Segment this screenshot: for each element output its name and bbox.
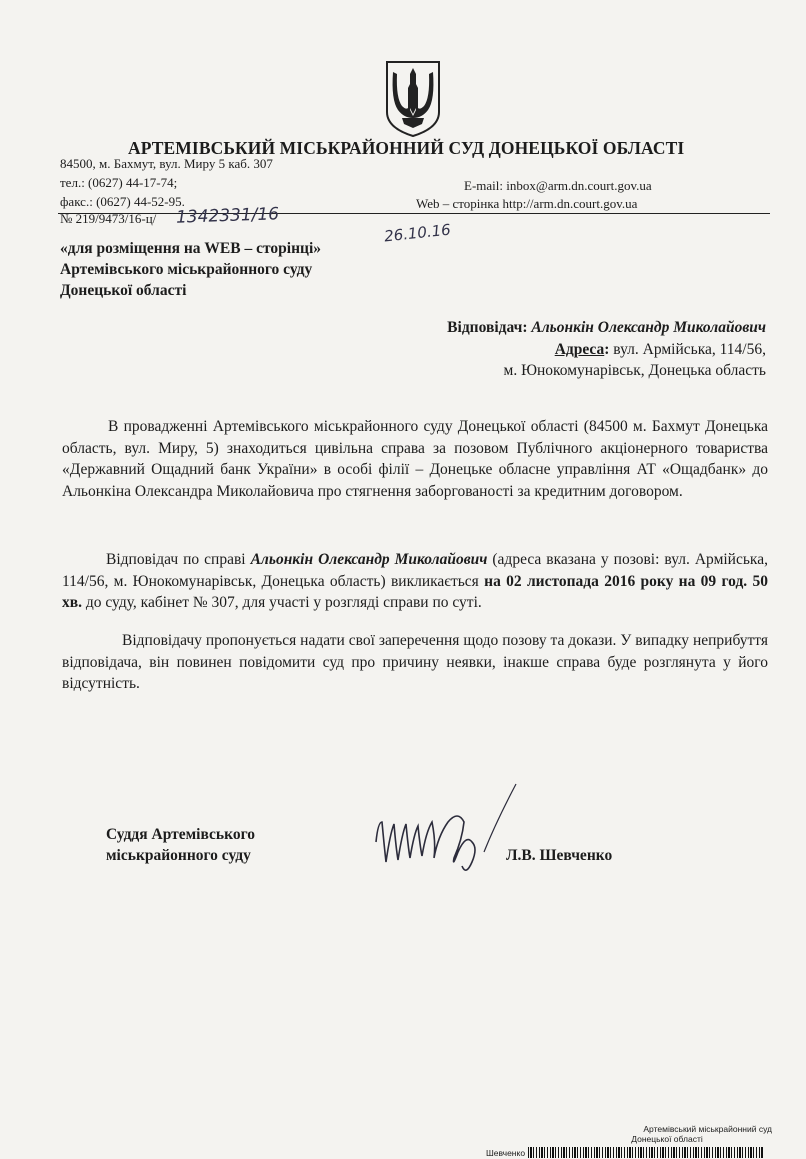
handwritten-registration-number: 1342331/16: [175, 204, 280, 228]
stamp-court-name: Артемівський міськрайонний суд: [643, 1124, 772, 1134]
reference-number: № 219/9473/16-ц/: [60, 211, 157, 226]
body-paragraph-2: [62, 549, 768, 614]
judge-signature: [366, 782, 526, 882]
judge-title-line1: Суддя Артемівського: [106, 826, 256, 843]
stamp-region: Донецької області: [631, 1134, 703, 1144]
p2-address-text: (адреса вказана у позові: вул. Армійська, 114/56, м. Юнокомунарівськ, Донецька область) викликається: [62, 551, 768, 590]
registration-stamp: [482, 1124, 772, 1144]
placement-note-line1: «для розміщення на WEB – сторінці»: [60, 240, 321, 257]
court-fax: факс.: (0627) 44-52-95.: [60, 194, 185, 209]
trident-emblem-icon: [384, 60, 442, 138]
barcode-label: Шевченко: [486, 1147, 526, 1158]
addressee-city: м. Юнокомунарівськ, Донецька область: [503, 362, 766, 379]
judge-title-line2: міськрайонного суду: [106, 847, 251, 864]
body-paragraph-1: В провадженні Артемівського міськрайонного суду Донецької області (84500 м. Бахмут Донецька область, вул. Миру, 5) знаходиться цивільна справа за позовом Публічного акціонерного товариства «Державний Ощадний банк України» в особі філії – Донецьке обласне управління АТ «Ощадбанк» до Альонкіна Олександра Миколайовича про стягнення заборгованості за кредитним договором.: [62, 418, 768, 500]
court-address: 84500, м. Бахмут, вул. Миру 5 каб. 307: [60, 156, 273, 171]
placement-note-line3: Донецької області: [60, 282, 187, 299]
judge-name: Л.В. Шевченко: [506, 847, 613, 864]
p2-outro: до суду, кабінет № 307, для участі у розгляді справи по суті.: [82, 594, 482, 611]
address-label: Адреса: [554, 341, 605, 358]
barcode-row: [486, 1147, 764, 1158]
court-email: E-mail: inbox@arm.dn.court.gov.ua: [464, 178, 652, 193]
p2-hearing-datetime: на 02 листопада 2016 року на 09 год. 50 хв.: [62, 572, 768, 611]
court-name: АРТЕМІВСЬКИЙ МІСЬКРАЙОННИЙ СУД ДОНЕЦЬКОЇ ОБЛАСТІ: [128, 138, 685, 158]
address-label-separator: :: [604, 341, 610, 358]
body-paragraph-3: Відповідачу пропонується надати свої заперечення щодо позову та докази. У випадку неприбуття відповідача, він повинен повідомити суд про причину неявки, інакше справа буде розглянута у його відсутність.: [62, 632, 768, 692]
addressee-name: Альонкін Олександр Миколайович: [531, 319, 766, 336]
addressee-street-line: [555, 341, 766, 359]
addressee-role-label: Відповідач:: [447, 319, 528, 336]
barcode-icon: [528, 1147, 764, 1158]
placement-note-line2: Артемівського міськрайонного суду: [60, 261, 313, 278]
court-website: Web – сторінка http://arm.dn.court.gov.ua: [416, 196, 638, 211]
court-phone: тел.: (0627) 44-17-74;: [60, 175, 178, 190]
p2-defendant-name: Альонкін Олександр Миколайович: [250, 551, 488, 568]
addressee-name-line: [447, 319, 766, 337]
p2-intro: Відповідач по справі: [106, 551, 251, 568]
addressee-street: вул. Армійська, 114/56,: [613, 341, 766, 358]
handwritten-date: 26.10.16: [383, 220, 452, 246]
header-divider: [58, 213, 770, 214]
